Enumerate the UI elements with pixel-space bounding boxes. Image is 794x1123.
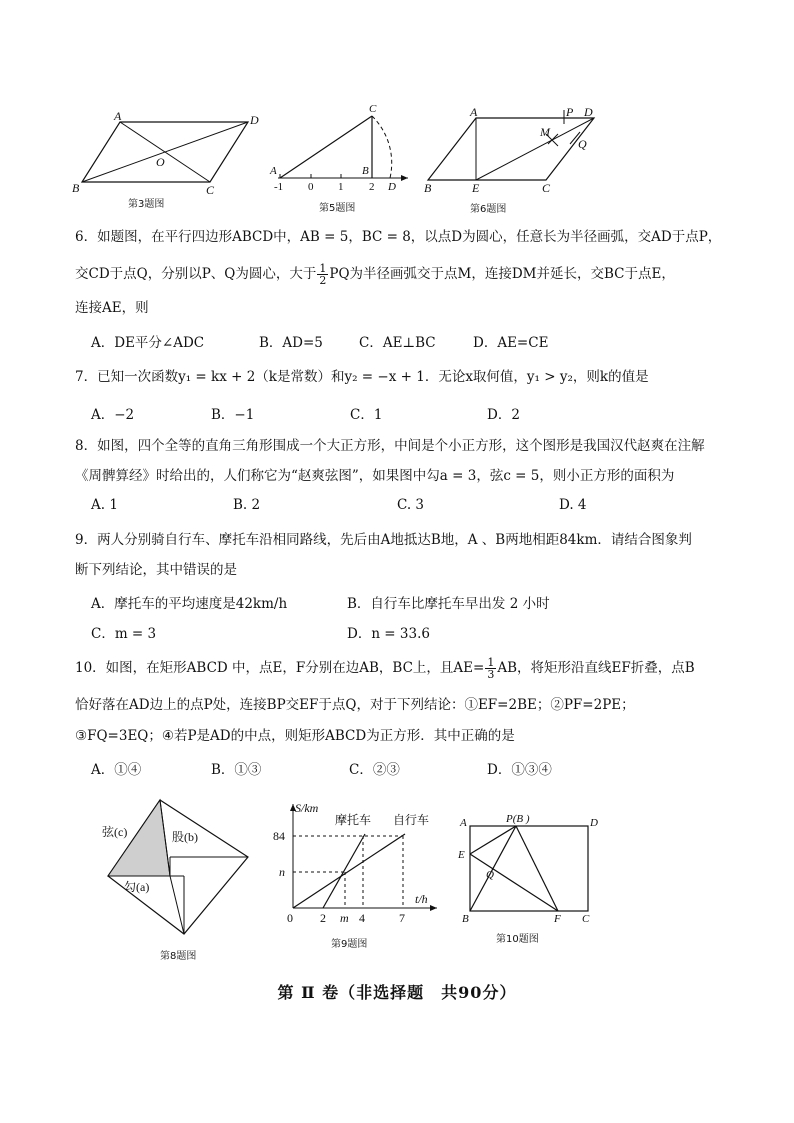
question-6-line-1: 6．如题图，在平行四边形ABCD中，AB = 5，BC = 8，以点D为圆心，任意长为半径画弧，交AD于点P， (75, 229, 722, 245)
question-9-line-1: 9．两人分别骑自行车、摩托车沿相同路线，先后由A地抵达B地，A 、B两地相距84km．请结合图象判 (75, 532, 692, 548)
question-8-line-1: 8．如图，四个全等的直角三角形围成一个大正方形，中间是个小正方形，这个图形是我国汉代赵爽在注解 (75, 438, 705, 454)
figure-8-diagram (100, 792, 260, 942)
question-9-line-2: 断下列结论，其中错误的是 (75, 562, 237, 578)
option-9b[interactable]: B．自行车比摩托车早出发 2 小时 (347, 596, 550, 612)
caption-fig6: 第6题图 (470, 204, 507, 215)
option-6d[interactable]: D．AE=CE (473, 335, 549, 351)
label-A: A (114, 109, 122, 123)
y-axis-label: S/km (295, 801, 319, 815)
label-gu: 股(b) (172, 830, 198, 844)
option-6c[interactable]: C．AE⊥BC (359, 335, 436, 351)
label-P: P (566, 105, 574, 119)
label-E: E (472, 181, 480, 195)
tick-7: 7 (399, 911, 405, 925)
tick-4: 4 (359, 911, 365, 925)
figure-3-diagram (70, 108, 270, 198)
figure-9 (265, 800, 445, 930)
label-D: D (584, 105, 593, 119)
label-A: A (270, 165, 277, 177)
label-C: C (206, 183, 215, 197)
question-6-options (91, 331, 751, 351)
figure-9-diagram (265, 800, 445, 930)
tick-n: n (279, 865, 285, 879)
label-C: C (582, 913, 590, 925)
label-M: M (540, 125, 550, 139)
question-9-options-row-1 (91, 592, 751, 612)
label-C: C (369, 103, 377, 115)
option-10d[interactable]: D．①③④ (487, 762, 552, 778)
option-7b[interactable]: B．−1 (211, 407, 255, 423)
option-7c[interactable]: C．1 (350, 407, 383, 423)
figure-6 (420, 104, 610, 194)
question-7-options (91, 403, 751, 423)
label-D: D (388, 181, 396, 193)
label-gou: 勾(a) (124, 880, 150, 894)
question-6-line-3: 连接AE，则 (75, 300, 149, 316)
tick-0: 0 (308, 181, 314, 193)
question-6-line-2b: PQ为半径画弧交于点M，连接DM并延长，交BC于点E， (329, 266, 675, 282)
option-8b[interactable]: B. 2 (233, 497, 261, 513)
label-B: B (462, 913, 469, 925)
tick-2: 2 (320, 911, 326, 925)
option-10a[interactable]: A．①④ (91, 762, 142, 778)
question-10-line-2: 恰好落在AD边上的点P处，连接BP交EF于点Q，对于下列结论：①EF=2BE；②PF=2PE； (75, 697, 635, 713)
question-9-options-row-2 (91, 622, 751, 642)
label-O: O (156, 155, 165, 169)
label-E: E (458, 849, 465, 861)
option-7a[interactable]: A．−2 (91, 407, 135, 423)
question-10-line-3: ③FQ=3EQ；④若P是AD的中点，则矩形ABCD为正方形．其中正确的是 (75, 728, 515, 744)
label-C: C (542, 181, 551, 195)
option-10c[interactable]: C．②③ (349, 762, 400, 778)
label-D: D (250, 113, 259, 127)
question-6-line-2 (75, 263, 675, 286)
label-B: B (72, 181, 80, 195)
option-7d[interactable]: D．2 (487, 407, 520, 423)
option-10b[interactable]: B．①③ (211, 762, 262, 778)
caption-fig8: 第8题图 (160, 951, 197, 962)
question-8-line-2: 《周髀算经》时给出的，人们称它为“赵爽弦图”，如果图中勾a = 3，弦c = 5，则小正方形的面积为 (75, 468, 675, 484)
tick-origin: 0 (287, 911, 293, 925)
label-F: F (554, 913, 561, 925)
tick-neg1: -1 (274, 181, 284, 193)
fraction-half: $\frac{1}{2}$ (319, 262, 327, 287)
label-Q: Q (486, 869, 494, 881)
label-D: D (590, 817, 598, 829)
figure-3 (70, 108, 270, 198)
option-8c[interactable]: C. 3 (397, 497, 425, 513)
caption-fig5: 第5题图 (319, 203, 356, 214)
question-6-line-2a: 交CD于点Q，分别以P、Q为圆心，大于 (75, 266, 317, 282)
option-6a[interactable]: A．DE平分∠ADC (91, 335, 205, 351)
option-8d[interactable]: D. 4 (559, 497, 587, 513)
tick-1: 1 (338, 181, 344, 193)
figure-5-diagram (262, 100, 422, 200)
option-9d[interactable]: D．n = 33.6 (347, 626, 430, 642)
question-10-line-1b: AB，将矩形沿直线EF折叠，点B (497, 660, 695, 676)
label-PB: P(B ) (506, 813, 530, 825)
label-xian: 弦(c) (102, 825, 128, 839)
tick-2: 2 (369, 181, 375, 193)
question-10-options (91, 758, 751, 778)
label-motorcycle: 摩托车 (335, 813, 372, 827)
question-10-line-1a: 10．如图，在矩形ABCD 中，点E，F分别在边AB，BC上，且AE= (75, 660, 485, 676)
caption-fig3: 第3题图 (128, 199, 165, 210)
figure-6-diagram (420, 104, 610, 194)
label-B: B (362, 165, 369, 177)
figure-10 (450, 808, 610, 923)
option-9c[interactable]: C．m = 3 (91, 626, 157, 642)
x-axis-label: t/h (415, 892, 428, 906)
option-8a[interactable]: A. 1 (91, 497, 118, 513)
label-A: A (460, 817, 467, 829)
question-10-line-1 (75, 657, 695, 680)
figure-5 (262, 100, 422, 200)
caption-fig10: 第10题图 (496, 934, 539, 945)
section-title: 第 Ⅱ 卷（非选择题 共90分） (277, 983, 517, 1002)
fraction-third: $\frac{1}{3}$ (487, 656, 495, 681)
label-Q: Q (578, 137, 587, 151)
question-8-options (91, 497, 751, 517)
tick-m: m (340, 911, 349, 925)
option-6b[interactable]: B．AD=5 (259, 335, 323, 351)
tick-84: 84 (273, 829, 285, 843)
label-B: B (424, 181, 432, 195)
option-9a[interactable]: A．摩托车的平均速度是42km/h (91, 596, 288, 612)
figure-8 (100, 792, 260, 942)
caption-fig9: 第9题图 (331, 939, 368, 950)
figure-10-diagram (450, 808, 610, 923)
label-bicycle: 自行车 (393, 813, 430, 827)
label-A: A (470, 105, 478, 119)
question-7-text: 7．已知一次函数y₁ = kx + 2（k是常数）和y₂ = −x + 1．无论x取何值，y₁ > y₂，则k的值是 (75, 369, 649, 385)
